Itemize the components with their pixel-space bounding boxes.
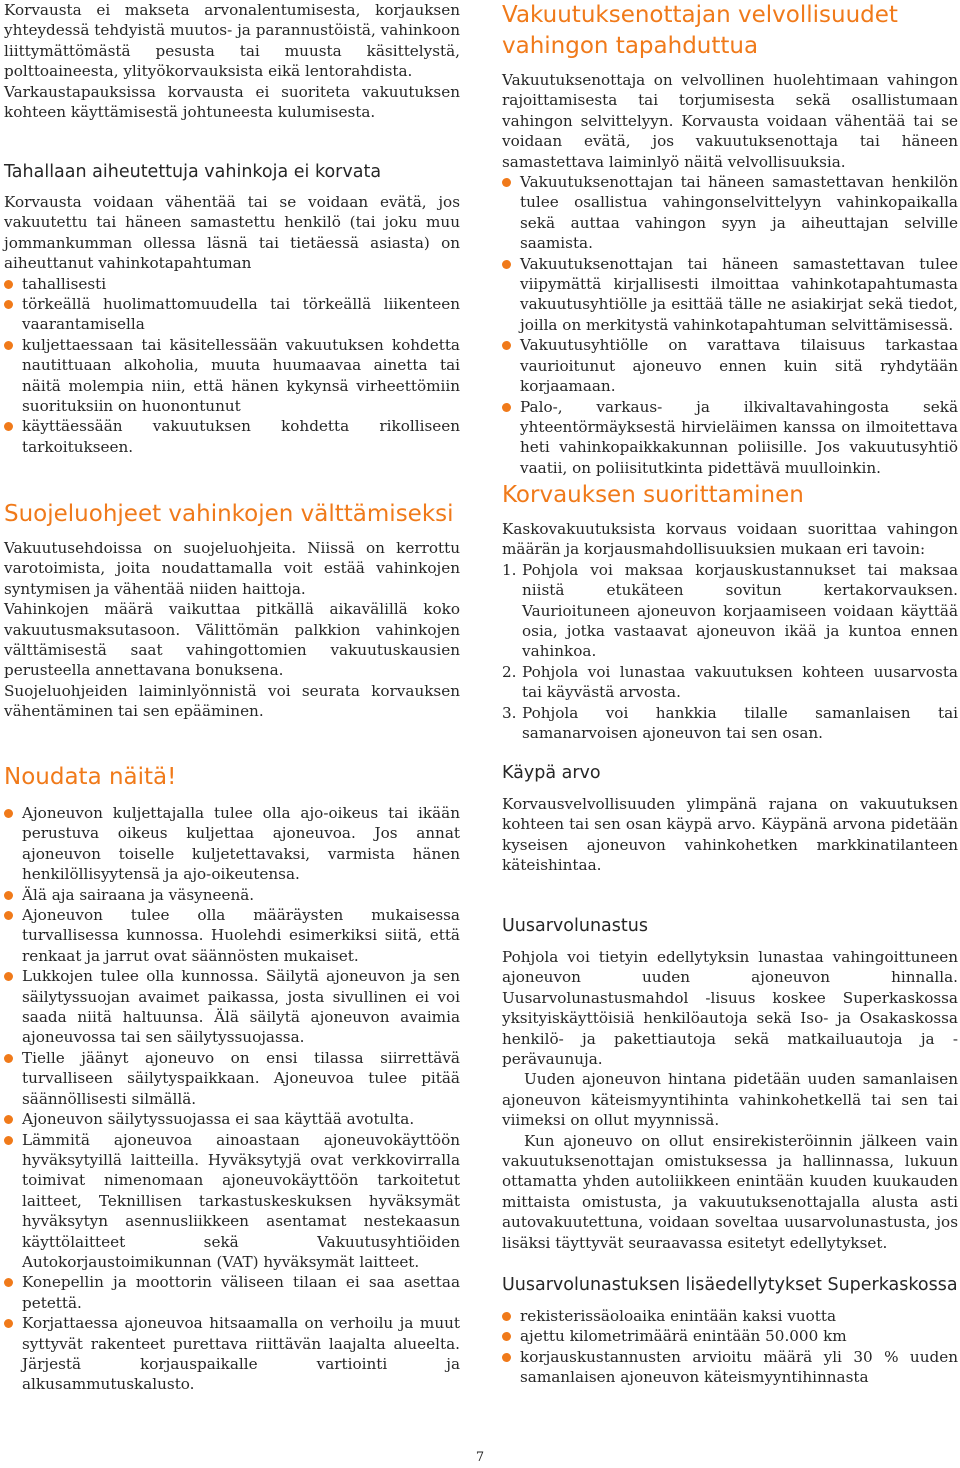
list-item: Konepellin ja moottorin väliseen tilaan ei saa asettaa petettä. xyxy=(4,1272,460,1313)
intentional-heading: Tahallaan aiheutettuja vahinkoja ei korvata xyxy=(4,162,382,182)
bullet-icon xyxy=(502,1312,511,1321)
list-item: korjauskustannusten arvioitu määrä yli 30 % uuden samanlaisen ajoneuvon käteismyyntihinnasta xyxy=(502,1347,958,1388)
bullet-icon xyxy=(4,1136,13,1145)
payment-list xyxy=(502,560,958,744)
list-item: Palo-, varkaus- ja ilkivaltavahingosta sekä yhteentörmäyksestä hirvieläimen kanssa on ilmoitettava heti vahinkopaikkakunnan poliisille. Jos vakuutusyhtiö vaatii, on poliisitutkinta pidettävä muulloinkin. xyxy=(502,397,958,479)
observe-section xyxy=(4,762,460,1395)
conditions-section xyxy=(502,1273,958,1388)
list-item: Vakuutusyhtiölle on varattava tilaisuus tarkastaa vaurioitunut ajoneuvo ennen kuin sitä ryhdytään korjaamaan. xyxy=(502,335,958,396)
bullet-icon xyxy=(502,178,511,187)
list-item: Ajoneuvon kuljettajalla tulee olla ajo-oikeus tai ikään perustuva oikeus kuljettaa ajoneuvoa. Jos annat ajoneuvon toiselle kuljetettavaksi, varmista hänen henkilöllisyytensä ja ajo-oikeutensa. xyxy=(4,803,460,885)
list-item: rekisterissäoloaika enintään kaksi vuotta xyxy=(502,1306,958,1326)
payment-heading: Korvauksen suorittaminen xyxy=(502,482,804,508)
intentional-list xyxy=(4,274,460,458)
list-item: Lämmitä ajoneuvoa ainoastaan ajoneuvokäyttöön hyväksytyillä laitteilla. Hyväksytyjä ovat verkkovirralla toimivat nimenomaan ajoneuvokäyttöön tarkoitetut laitteet, Teknillisen tarkastuskeskuksen hyväksymät hyväksytyn asennusliikkeen asentamat nestekaasun käyttölaitteet sekä Vakuutusyhtiöiden Autokorjaustoimikunnan (VAT) hyväksymät laitteet. xyxy=(4,1130,460,1273)
bullet-icon xyxy=(502,1332,511,1341)
bullet-icon xyxy=(4,300,13,309)
bullet-icon xyxy=(4,1054,13,1063)
new-value-paragraph: Kun ajoneuvo on ollut ensirekisteröinnin jälkeen vain vakuutuksenottajan omistuksessa ja hallinnassa, lukuun ottamatta yhden autoliikkeen enintään kuuden kuukauden mittaista omistusta, ja vakuutuksenottajalla alusta asti autovakuutettuna, voidaan soveltaa uusarvolunastusta, jos lisäksi täyttyvät seuraavassa esitetyt edellytykset. xyxy=(502,1131,958,1252)
bullet-icon xyxy=(4,422,13,431)
conditions-list xyxy=(502,1306,958,1388)
bullet-icon xyxy=(502,260,511,269)
list-item: Vakuutuksenottajan tai häneen samastettavan tulee viipymättä kirjallisesti ilmoittaa vahinkotapahtumasta vakuutusyhtiölle ja esittää tälle ne asiakirjat sekä tiedot, joilla on merkitystä vahinkotapahtuman selvittämisessä. xyxy=(502,254,958,336)
list-item: ajettu kilometrimäärä enintään 50.000 km xyxy=(502,1326,958,1346)
observe-heading: Noudata näitä! xyxy=(4,764,177,790)
list-item: 3. Pohjola voi hankkia tilalle samanlaisen tai samanarvoisen ajoneuvon tai sen osan. xyxy=(502,703,958,743)
bullet-icon xyxy=(502,341,511,350)
current-value-heading: Käypä arvo xyxy=(502,763,601,783)
list-item: 1. Pohjola voi maksaa korjauskustannukset tai maksaa niistä etukäteen sovitun kertakorvauksen. Vaurioituneen ajoneuvon korjaamiseen voidaan käyttää osia, jotka vastaavat ajoneuvon ikää ja kuntoa ennen vahinkoa. xyxy=(502,560,958,661)
payment-section xyxy=(502,480,958,743)
new-value-section xyxy=(502,914,958,1253)
list-item: kuljettaessaan tai käsitellessään vakuutuksen kohdetta nautittuaan alkoholia, muuta huumaavaa ainetta tai näitä molempia niin, että hänen kykynsä virheettömiin suorituksiin on huonontunut xyxy=(4,335,460,417)
list-item: Vakuutuksenottajan tai häneen samastettavan henkilön tulee osallistua vahingonselvittelyyn vahinkopaikalla sekä auttaa vahingon syyn ja aiheuttajan selville saamista. xyxy=(502,172,958,254)
list-item: Tielle jäänyt ajoneuvo on ensi tilassa siirrettävä turvalliseen säilytyspaikkaan. Ajoneuvoa tulee pitää säännöllisesti silmällä. xyxy=(4,1048,460,1109)
new-value-paragraph: Pohjola voi tietyin edellytyksin lunastaa vahingoittuneen ajoneuvon uuden ajoneuvon hinnalla. Uusarvolunastusmahdol -lisuus koskee Superkaskossa yksityiskäyttöisiä henkilöautoja sekä Iso- ja Osakaskossa henkilö- ja pakettiautoja sekä matkailuautoja ja -perävaunuja. xyxy=(502,948,958,1069)
bullet-icon xyxy=(4,972,13,981)
list-item: tahallisesti xyxy=(4,274,460,294)
payment-text: Kaskovakuutuksista korvaus voidaan suorittaa vahingon määrän ja korjausmahdollisuuksien mukaan eri tavoin: xyxy=(502,520,958,559)
bullet-icon xyxy=(4,1319,13,1328)
protection-section xyxy=(4,499,460,722)
protection-paragraph: Vakuutusehdoissa on suojeluohjeita. Niissä on kerrottu varotoimista, joita noudattamalla voit estää vahinkojen syntymisen ja vähentää niiden haittoja. xyxy=(4,539,460,598)
new-value-heading: Uusarvolunastus xyxy=(502,916,648,936)
conditions-heading: Uusarvolunastuksen lisäedellytykset Superkaskossa xyxy=(502,1275,958,1295)
bullet-icon xyxy=(502,1353,511,1362)
intentional-section xyxy=(4,160,460,457)
current-value-section xyxy=(502,761,958,876)
intro-paragraph-1: Korvausta ei makseta arvonalentumisesta, korjauksen yhteydessä tehdyistä muutos- ja parannustöistä, vahinkoon liittymättömästä pesusta tai muusta käsittelystä, polttoaineesta, ylityökorvauksista eikä lentorahdista. xyxy=(4,1,460,81)
protection-heading: Suojeluohjeet vahinkojen välttämiseksi xyxy=(4,501,454,527)
list-item: käyttäessään vakuutuksen kohdetta rikolliseen tarkoitukseen. xyxy=(4,416,460,457)
obligations-heading: Vakuutuksenottajan velvollisuudet vahingon tapahduttua xyxy=(502,2,898,59)
obligations-list xyxy=(502,172,958,478)
intentional-text: Korvausta voidaan vähentää tai se voidaan evätä, jos vakuutettu tai häneen samastettu henkilö (tai joku muu jommankumman ollessa läsnä tai tietäessä asiasta) on aiheuttanut vahinkotapahtuman xyxy=(4,193,460,273)
list-item: törkeällä huolimattomuudella tai törkeällä liikenteen vaarantamisella xyxy=(4,294,460,335)
bullet-icon xyxy=(4,280,13,289)
list-item: Lukkojen tulee olla kunnossa. Säilytä ajoneuvon ja sen säilytyssuojan avaimet paikassa, josta sivullinen ei voi saada niitä haltuunsa. Älä säilytä ajoneuvon avaimia ajoneuvossa tai sen säilytyssuojassa. xyxy=(4,966,460,1048)
bullet-icon xyxy=(4,341,13,350)
list-item: Ajoneuvon säilytyssuojassa ei saa käyttää avotulta. xyxy=(4,1109,460,1129)
bullet-icon xyxy=(4,891,13,900)
bullet-icon xyxy=(4,809,13,818)
list-item: Ajoneuvon tulee olla määräysten mukaisessa turvallisessa kunnossa. Huolehdi esimerkiksi siitä, että renkaat ja jarrut ovat säännösten mukaiset. xyxy=(4,905,460,966)
new-value-paragraph: Uuden ajoneuvon hintana pidetään uuden samanlaisen ajoneuvon käteismyyntihinta vahinkohetkellä tai sen tai viimeksi on ollut myynnissä. xyxy=(502,1070,958,1130)
bullet-icon xyxy=(502,403,511,412)
protection-paragraph: Vahinkojen määrä vaikuttaa pitkällä aikavälillä koko vakuutusmaksutasoon. Välittömän palkkion vahinkojen välttämisestä saat vahingottomien vakuutuskausien perusteella annettavana bonuksena. xyxy=(4,600,460,680)
obligations-text: Vakuutuksenottaja on velvollinen huolehtimaan vahingon rajoittamisesta tai torjumisesta sekä osallistumaan vahingon selvittelyyn. Korvausta voidaan vähentää tai se voidaan evätä, jos vakuutuksenottaja tai häneen samastettava laiminlyö näitä velvollisuuksia. xyxy=(502,71,958,171)
bullet-icon xyxy=(4,1115,13,1124)
current-value-text: Korvausvelvollisuuden ylimpänä rajana on vakuutuksen kohteen tai sen osan käypä arvo. Käypänä arvona pidetään kyseisen ajoneuvon vahinkohetken markkinatilanteen käteishintaa. xyxy=(502,795,958,875)
obligations-section xyxy=(502,0,958,478)
list-item: Älä aja sairaana ja väsyneenä. xyxy=(4,885,460,905)
page-number: 7 xyxy=(475,1450,485,1465)
intro-paragraph-2: Varkaustapauksissa korvausta ei suoriteta vakuutuksen kohteen käyttämisestä johtuneesta kulumisesta. xyxy=(4,82,460,122)
observe-list xyxy=(4,803,460,1395)
list-item: Korjattaessa ajoneuvoa hitsaamalla on verhoilu ja muut syttyvät rakenteet purettava riittävän laajalta alueelta. Järjestä korjauspaikalle vartiointi ja alkusammutuskalusto. xyxy=(4,1313,460,1395)
list-item: 2. Pohjola voi lunastaa vakuutuksen kohteen uusarvosta tai käyvästä arvosta. xyxy=(502,662,958,702)
protection-paragraph: Suojeluohjeiden laiminlyönnistä voi seurata korvauksen vähentäminen tai sen epääminen. xyxy=(4,681,460,721)
bullet-icon xyxy=(4,1278,13,1287)
bullet-icon xyxy=(4,911,13,920)
